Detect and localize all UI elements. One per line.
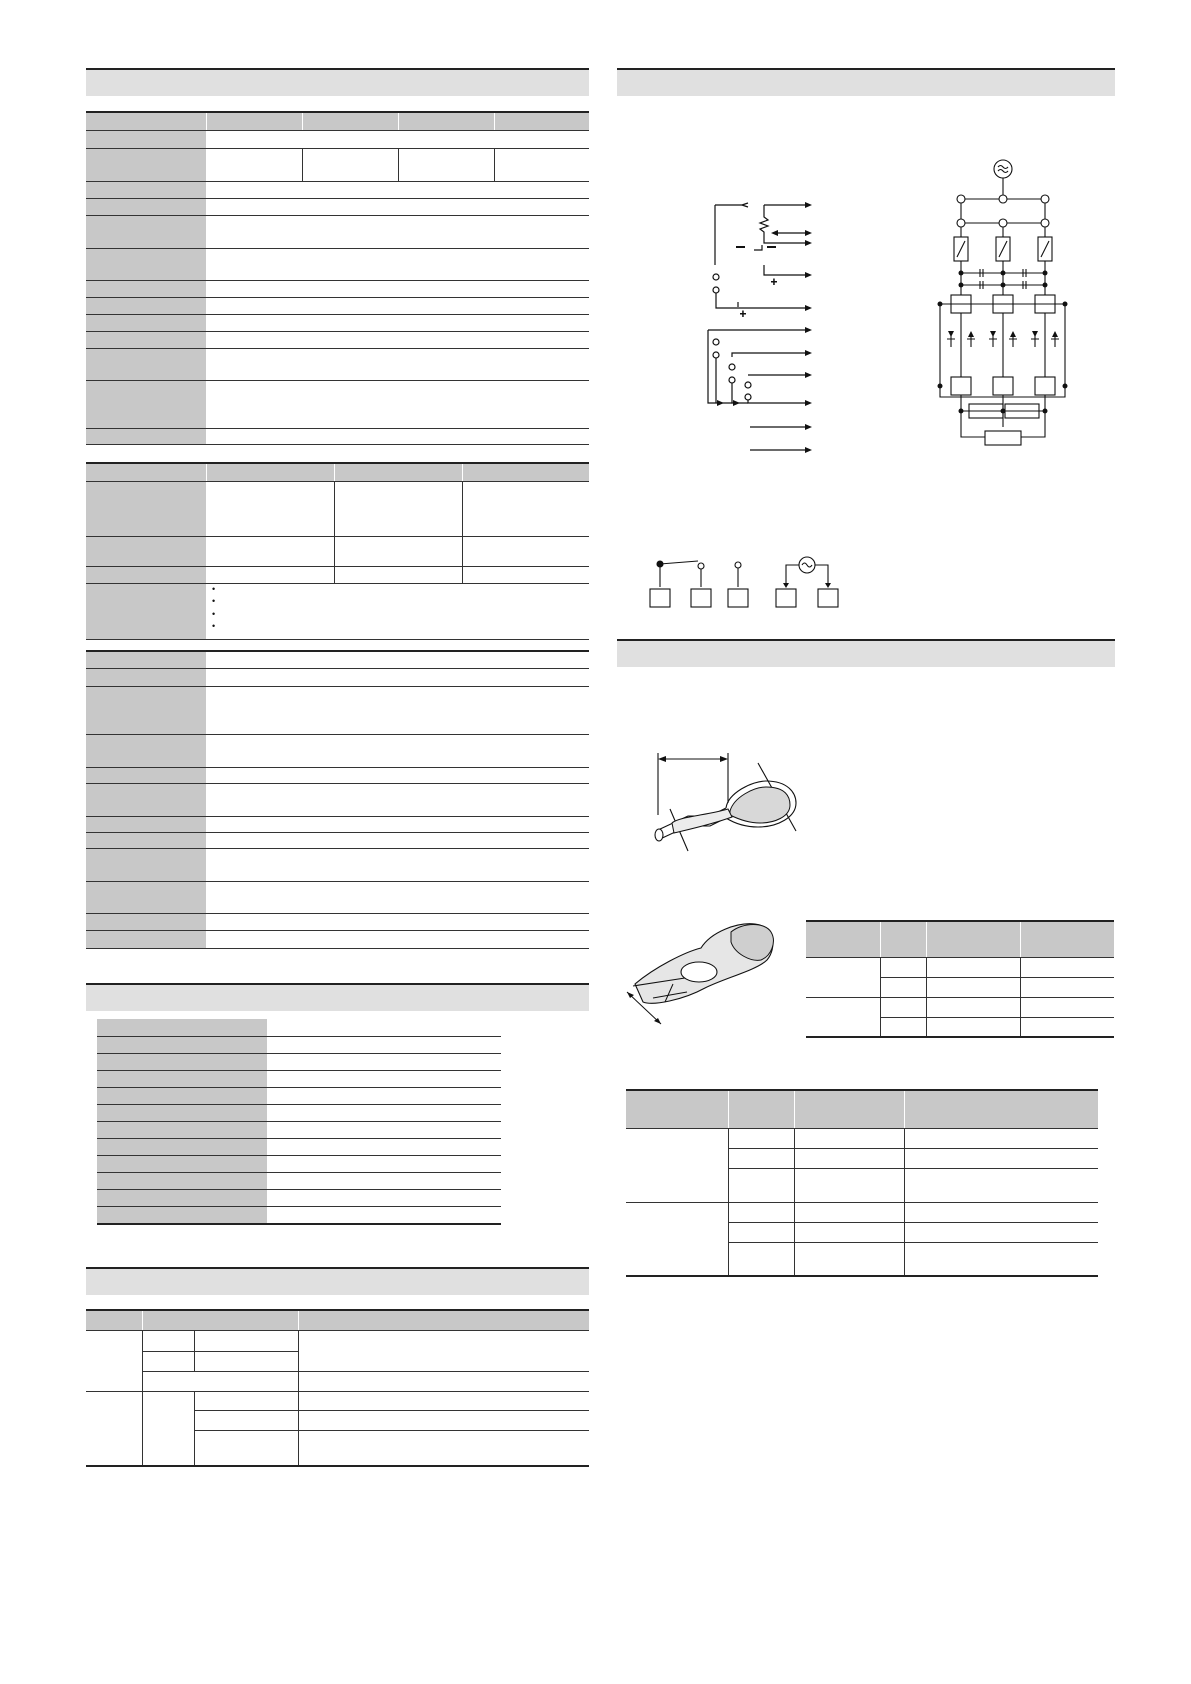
table-row (86, 331, 589, 348)
table-row (86, 198, 589, 215)
table-row (806, 997, 1114, 1017)
spec-table-output (86, 462, 589, 640)
table-row (86, 651, 589, 668)
table-row (86, 314, 589, 331)
section-header-terminal (617, 639, 1115, 667)
table-row (97, 1155, 501, 1172)
table-row (86, 767, 589, 783)
table-row (97, 1121, 501, 1138)
table-row (806, 921, 1114, 957)
table-row (86, 734, 589, 767)
table-row (97, 1019, 501, 1036)
table-row (86, 1310, 589, 1330)
table-row (86, 248, 589, 280)
bullet: • (212, 621, 216, 631)
table-row (86, 930, 589, 948)
table-row (86, 832, 589, 848)
table-row (806, 957, 1114, 977)
spec-table-main (86, 111, 589, 445)
table-row (97, 1172, 501, 1189)
bullet: • (212, 596, 216, 606)
spec-table-general (86, 650, 589, 949)
table-row (97, 1087, 501, 1104)
table-row (86, 428, 589, 444)
table-row (626, 1202, 1098, 1222)
ring-terminal-table (806, 920, 1114, 1038)
table-row (86, 1371, 589, 1391)
table-row (86, 881, 589, 913)
table-row (86, 1330, 589, 1351)
table-row (86, 481, 589, 536)
table-row (86, 848, 589, 881)
block-diagram-power (935, 157, 1065, 457)
table-row (86, 816, 589, 832)
table-row (86, 583, 589, 639)
table-row (97, 1138, 501, 1155)
table-row (86, 130, 589, 148)
ring-terminal-drawing (625, 912, 785, 1027)
table-row (86, 566, 589, 583)
section-header-connections (86, 1267, 589, 1295)
table-row (86, 536, 589, 566)
ferrule-drawing (648, 745, 818, 855)
table-row (97, 1104, 501, 1121)
table-row (86, 297, 589, 314)
bullet: • (212, 609, 216, 619)
section-header-accessories (86, 983, 589, 1011)
table-row (97, 1036, 501, 1053)
wire-table (626, 1089, 1098, 1277)
section-header-wiring (617, 68, 1115, 96)
table-row (97, 1070, 501, 1087)
table-row (86, 463, 589, 481)
connection-table (86, 1309, 589, 1467)
wiring-diagram-io (700, 195, 820, 465)
table-row (86, 913, 589, 930)
table-row (86, 148, 589, 181)
table-row (86, 215, 589, 248)
table-row (97, 1206, 501, 1224)
table-row (86, 668, 589, 686)
table-row (86, 686, 589, 734)
table-row (86, 380, 589, 428)
table-row (86, 181, 589, 198)
table-row (86, 112, 589, 130)
section-header-specifications (86, 68, 589, 96)
table-row (86, 783, 589, 816)
symbol-legend (640, 557, 850, 617)
table-row (97, 1189, 501, 1206)
table-row (626, 1128, 1098, 1148)
table-row (97, 1053, 501, 1070)
bullet: • (212, 584, 216, 594)
accessory-table (97, 1019, 501, 1225)
table-row (86, 348, 589, 380)
table-row (86, 1391, 589, 1410)
table-row (86, 280, 589, 297)
table-row (626, 1090, 1098, 1128)
